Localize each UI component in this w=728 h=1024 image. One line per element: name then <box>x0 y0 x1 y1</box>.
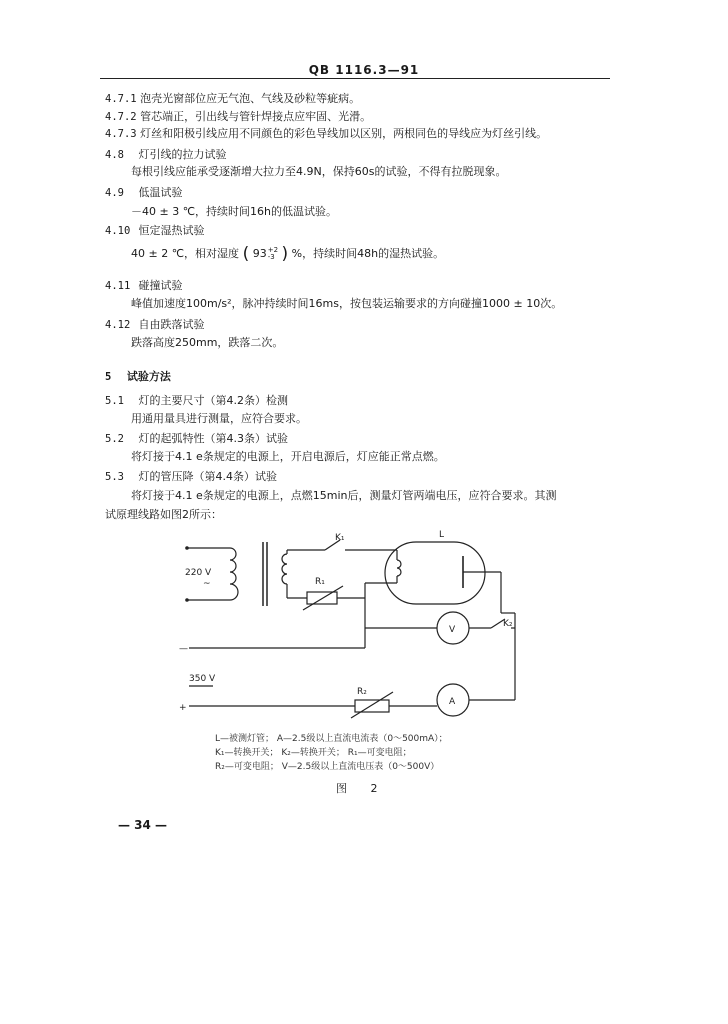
tolerance: +2 -3 <box>267 246 279 261</box>
label-k2: K₂ <box>503 619 513 629</box>
circuit-diagram <box>175 528 535 728</box>
header-rule <box>100 78 610 79</box>
clause-4-10-body: 40 ± 2 ℃，相对湿度 ( 93 +2 -3 ) %，持续时间48h的湿热试验。 <box>131 244 445 264</box>
clause-4-11-title: 4.11 碰撞试验 <box>105 279 183 292</box>
clause-4-7-3: 4.7.3 灯丝和阳极引线应用不同颜色的彩色导线加以区别，两根同色的导线应为灯丝引线。 <box>105 127 548 140</box>
legend-line-3: R₂—可变电阻； V—2.5级以上直流电压表（0～500V） <box>215 762 440 772</box>
label-plus: + <box>179 703 187 713</box>
label-350v: 350 V <box>189 674 216 684</box>
lamp-filament <box>397 560 401 576</box>
label-k1: K₁ <box>335 533 345 543</box>
clause-4-8-title: 4.8 灯引线的拉力试验 <box>105 148 227 161</box>
label-ac-tilde: ~ <box>203 579 211 589</box>
primary-coil <box>230 548 238 600</box>
label-r1: R₁ <box>315 577 325 587</box>
clause-5-3-title: 5.3 灯的管压降（第4.4条）试验 <box>105 470 277 483</box>
clause-5-3-body-1: 将灯接于4.1 e条规定的电源上，点燃15min后，测量灯管两端电压，应符合要求。其测 <box>131 489 557 502</box>
secondary-coil <box>282 554 287 584</box>
label-220v: 220 V <box>185 568 212 578</box>
label-minus: — <box>179 644 188 654</box>
standard-code: QB 1116.3—91 <box>308 63 420 77</box>
label-a: A <box>449 697 456 707</box>
clause-4-12-title: 4.12 自由跌落试验 <box>105 318 205 331</box>
label-lamp: L <box>439 530 445 540</box>
lamp-envelope <box>385 542 485 604</box>
legend-line-2: K₁—转换开关； K₂—转换开关； R₁—可变电阻； <box>215 748 412 758</box>
clause-4-9-title: 4.9 低温试验 <box>105 186 183 199</box>
legend-line-1: L—被测灯管； A—2.5级以上直流电流表（0～500mA）； <box>215 734 448 744</box>
section-5-title: 5 试验方法 <box>105 370 171 383</box>
paren-close: ) <box>281 244 289 264</box>
page-number: — 34 — <box>118 818 168 832</box>
clause-4-10-title: 4.10 恒定湿热试验 <box>105 224 205 237</box>
r2-resistor <box>355 700 389 712</box>
clause-4-11-body: 峰值加速度100m/s²，脉冲持续时间16ms，按包装运输要求的方向碰撞1000 ± 10次。 <box>131 297 563 310</box>
clause-4-9-body: －40 ± 3 ℃，持续时间16h的低温试验。 <box>131 205 338 218</box>
clause-5-2-body: 将灯接于4.1 e条规定的电源上，开启电源后，灯应能正常点燃。 <box>131 450 445 463</box>
clause-4-7-1: 4.7.1 泡壳光窗部位应无气泡、气线及砂粒等疵病。 <box>105 92 361 105</box>
clause-5-3-body-2: 试原理线路如图2所示： <box>105 508 222 521</box>
clause-4-7-2: 4.7.2 管芯端正，引出线与管针焊接点应牢固、光滑。 <box>105 110 372 123</box>
clause-5-1-title: 5.1 灯的主要尺寸（第4.2条）检测 <box>105 394 288 407</box>
clause-4-12-body: 跌落高度250mm，跌落二次。 <box>131 336 284 349</box>
paren-open: ( <box>242 244 250 264</box>
figure-caption: 图 2 <box>336 782 388 795</box>
label-r2: R₂ <box>357 687 367 697</box>
label-v: V <box>449 625 456 635</box>
clause-4-8-body: 每根引线应能承受逐渐增大拉力至4.9N，保持60s的试验，不得有拉脱现象。 <box>131 165 507 178</box>
terminal-ac-1 <box>185 546 189 550</box>
clause-5-1-body: 用通用量具进行测量，应符合要求。 <box>131 412 307 425</box>
terminal-ac-2 <box>185 598 189 602</box>
clause-5-2-title: 5.2 灯的起弧特性（第4.3条）试验 <box>105 432 288 445</box>
